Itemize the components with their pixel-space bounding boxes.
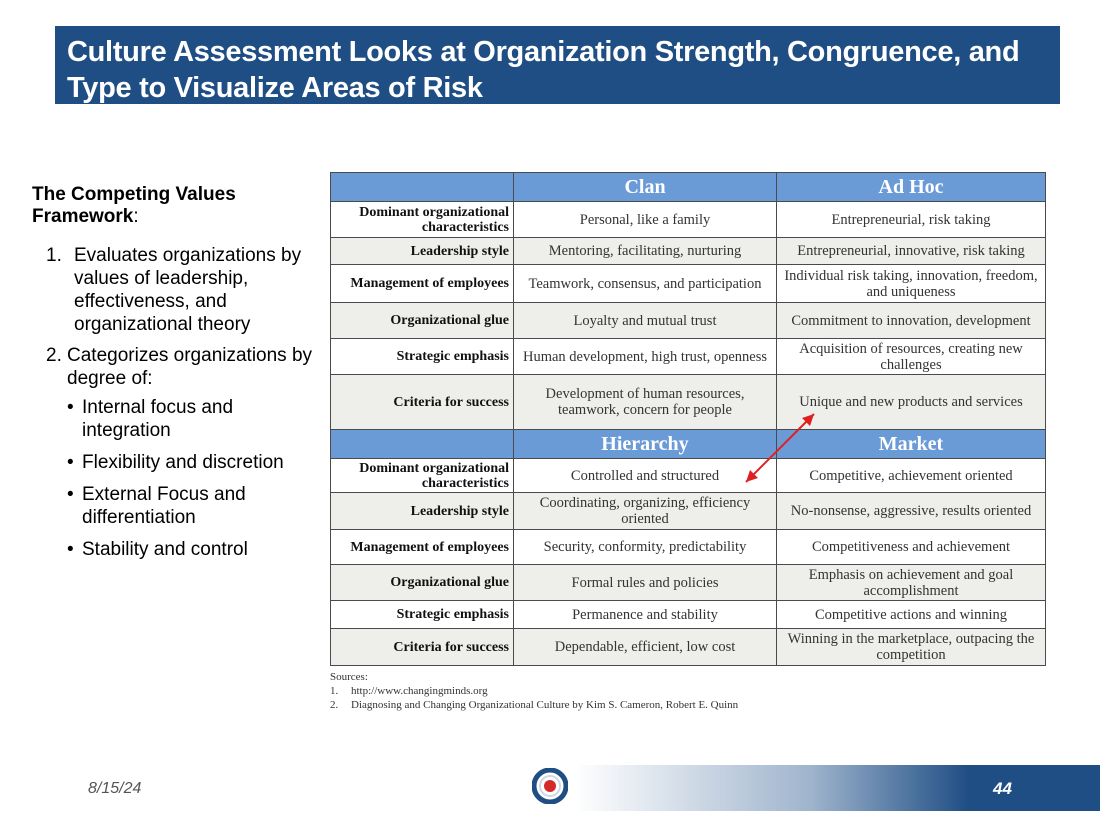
cell-adhoc: Entrepreneurial, risk taking bbox=[777, 202, 1046, 238]
cell-market: Competitive, achievement oriented bbox=[777, 459, 1046, 493]
cell-hierarchy: Dependable, efficient, low cost bbox=[514, 629, 777, 666]
table-row bbox=[331, 530, 1046, 565]
source-item bbox=[330, 684, 738, 698]
cell-hierarchy: Permanence and stability bbox=[514, 601, 777, 629]
cell-adhoc: Acquisition of resources, creating new challenges bbox=[777, 339, 1046, 375]
footer-date: 8/15/24 bbox=[88, 780, 142, 797]
cell-adhoc: Unique and new products and services bbox=[777, 375, 1046, 430]
bullet-item bbox=[67, 396, 322, 442]
bullet-item bbox=[67, 483, 322, 529]
header-hierarchy: Hierarchy bbox=[514, 430, 777, 459]
item-text: Categorizes organizations by degree of: bbox=[67, 345, 313, 389]
row-label: Criteria for success bbox=[331, 375, 514, 430]
bullet-text: Flexibility and discretion bbox=[82, 452, 284, 473]
cell-clan: Loyalty and mutual trust bbox=[514, 303, 777, 339]
cell-clan: Personal, like a family bbox=[514, 202, 777, 238]
footer-bar bbox=[574, 765, 1100, 811]
competing-values-table bbox=[330, 172, 1046, 666]
row-label: Strategic emphasis bbox=[331, 601, 514, 629]
table-row bbox=[331, 493, 1046, 530]
bullet-item bbox=[67, 538, 322, 561]
cell-clan: Human development, high trust, openness bbox=[514, 339, 777, 375]
source-number: 1. bbox=[330, 685, 339, 697]
cell-hierarchy: Formal rules and policies bbox=[514, 565, 777, 601]
cell-hierarchy: Controlled and structured bbox=[514, 459, 777, 493]
title-bar bbox=[55, 26, 1060, 104]
cell-clan: Development of human resources, teamwork, concern for people bbox=[514, 375, 777, 430]
table-row bbox=[331, 629, 1046, 666]
framework-heading-bold: The Competing Values Framework bbox=[32, 184, 236, 227]
framework-heading bbox=[32, 184, 322, 228]
double-headed-arrow-icon bbox=[740, 408, 820, 488]
item-text: Evaluates organizations by values of leadership, effectiveness, and organizational theory bbox=[74, 245, 302, 335]
bullet-list bbox=[67, 396, 322, 561]
row-label: Leadership style bbox=[331, 493, 514, 530]
cell-adhoc: Commitment to innovation, development bbox=[777, 303, 1046, 339]
cell-adhoc: Entrepreneurial, innovative, risk taking bbox=[777, 238, 1046, 265]
header-blank bbox=[331, 173, 514, 202]
bullet-icon: • bbox=[67, 397, 74, 418]
cell-hierarchy: Security, conformity, predictability bbox=[514, 530, 777, 565]
table-row bbox=[331, 202, 1046, 238]
header-adhoc: Ad Hoc bbox=[777, 173, 1046, 202]
cell-market: Competitiveness and achievement bbox=[777, 530, 1046, 565]
framework-heading-colon: : bbox=[133, 206, 139, 227]
header-blank bbox=[331, 430, 514, 459]
bullet-text: Internal focus and integration bbox=[82, 397, 234, 441]
cell-market: Competitive actions and winning bbox=[777, 601, 1046, 629]
source-item bbox=[330, 698, 738, 712]
row-label: Management of employees bbox=[331, 530, 514, 565]
header-clan: Clan bbox=[514, 173, 777, 202]
table-row bbox=[331, 265, 1046, 303]
source-text: Diagnosing and Changing Organizational Culture by Kim S. Cameron, Robert E. Quinn bbox=[351, 699, 739, 711]
roundel-logo-icon bbox=[532, 768, 568, 804]
cell-clan: Teamwork, consensus, and participation bbox=[514, 265, 777, 303]
table-row bbox=[331, 339, 1046, 375]
table-row bbox=[331, 565, 1046, 601]
row-label: Dominant organizational characteristics bbox=[331, 459, 514, 493]
bullet-icon: • bbox=[67, 539, 74, 560]
cell-market: Winning in the marketplace, outpacing the competition bbox=[777, 629, 1046, 666]
item-number: 1. bbox=[46, 245, 62, 266]
table-row bbox=[331, 238, 1046, 265]
header-market: Market bbox=[777, 430, 1046, 459]
numbered-item-1 bbox=[32, 244, 322, 336]
bullet-icon: • bbox=[67, 484, 74, 505]
cell-adhoc: Individual risk taking, innovation, freedom, and uniqueness bbox=[777, 265, 1046, 303]
row-label: Organizational glue bbox=[331, 565, 514, 601]
cell-clan: Mentoring, facilitating, nurturing bbox=[514, 238, 777, 265]
table-header-row bbox=[331, 173, 1046, 202]
table-row bbox=[331, 459, 1046, 493]
item-number: 2. bbox=[46, 345, 62, 366]
cell-market: Emphasis on achievement and goal accomplishment bbox=[777, 565, 1046, 601]
left-text-panel bbox=[32, 184, 322, 570]
source-text[interactable]: http://www.changingminds.org bbox=[351, 685, 488, 697]
page-number: 44 bbox=[993, 779, 1012, 798]
row-label: Organizational glue bbox=[331, 303, 514, 339]
cell-market: No-nonsense, aggressive, results oriented bbox=[777, 493, 1046, 530]
table-row bbox=[331, 303, 1046, 339]
bullet-text: Stability and control bbox=[82, 539, 248, 560]
numbered-item-2 bbox=[32, 344, 322, 561]
arrow-shaft bbox=[746, 414, 814, 482]
bullet-text: External Focus and differentiation bbox=[82, 484, 246, 528]
cell-hierarchy: Coordinating, organizing, efficiency oriented bbox=[514, 493, 777, 530]
numbered-list bbox=[32, 244, 322, 561]
sources-block bbox=[330, 670, 738, 712]
row-label: Criteria for success bbox=[331, 629, 514, 666]
sources-label: Sources: bbox=[330, 671, 368, 683]
bullet-item bbox=[67, 451, 322, 474]
row-label: Leadership style bbox=[331, 238, 514, 265]
table-row bbox=[331, 601, 1046, 629]
bullet-icon: • bbox=[67, 452, 74, 473]
row-label: Dominant organizational characteristics bbox=[331, 202, 514, 238]
table-row bbox=[331, 375, 1046, 430]
source-number: 2. bbox=[330, 699, 339, 711]
row-label: Management of employees bbox=[331, 265, 514, 303]
table-header-row bbox=[331, 430, 1046, 459]
row-label: Strategic emphasis bbox=[331, 339, 514, 375]
slide-title: Culture Assessment Looks at Organization Strength, Congruence, and Type to Visualize Areas of Risk bbox=[67, 36, 1020, 104]
